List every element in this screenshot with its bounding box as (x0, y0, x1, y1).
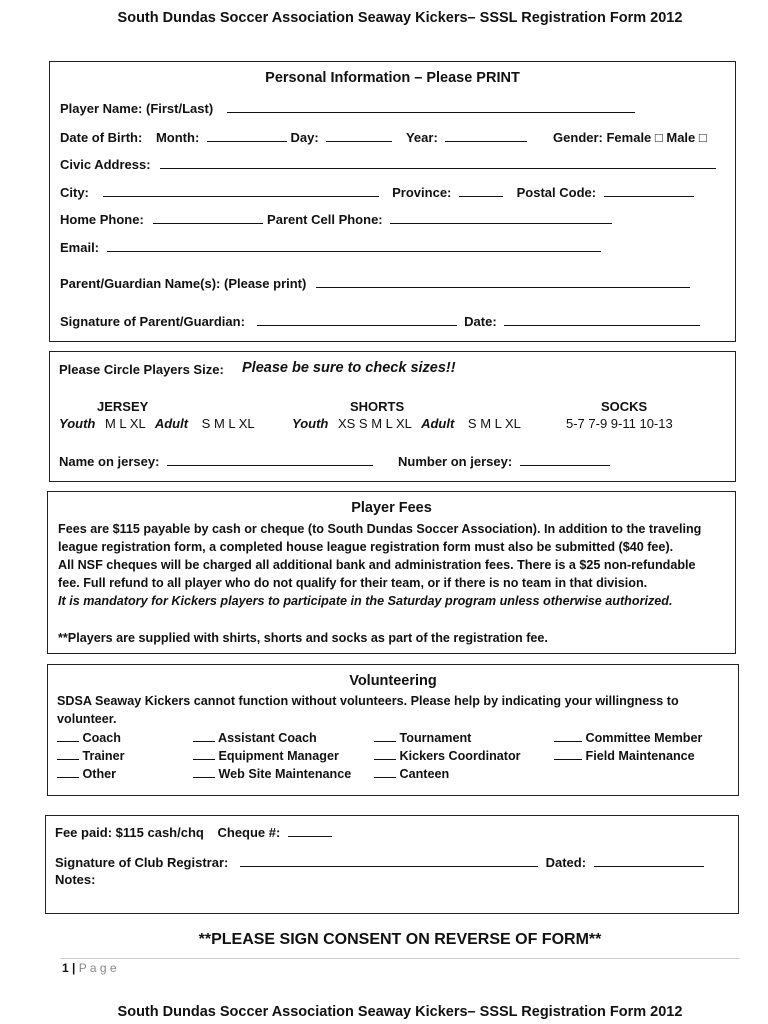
volunteer-text-line2: volunteer. (57, 712, 117, 726)
postal-code-field[interactable] (604, 184, 694, 197)
parent-cell-label: Parent Cell Phone: (267, 212, 383, 227)
volunteer-option-web-site-maintenance[interactable]: Web Site Maintenance (193, 765, 351, 783)
socks-sizes[interactable]: 5-7 7-9 9-11 10-13 (566, 416, 673, 431)
dob-day-label: Day: (290, 130, 319, 145)
guardian-signature-field[interactable] (257, 313, 457, 326)
dob-month-field[interactable] (207, 129, 287, 142)
fees-text-line5: It is mandatory for Kickers players to participate in the Saturday program unless otherwise authorized. (58, 594, 673, 608)
city-label: City: (60, 185, 89, 200)
cheque-number-label: Cheque #: (217, 825, 281, 840)
province-field[interactable] (459, 184, 503, 197)
jersey-heading: JERSEY (97, 399, 149, 414)
registrar-signature-label: Signature of Club Registrar: (55, 855, 229, 870)
name-on-jersey-field[interactable] (167, 453, 373, 466)
registrar-section (45, 815, 739, 914)
number-on-jersey-field[interactable] (520, 453, 610, 466)
guardian-signature-label: Signature of Parent/Guardian: (60, 314, 245, 329)
volunteer-option-trainer[interactable]: Trainer (57, 747, 125, 765)
home-phone-field[interactable] (153, 211, 263, 224)
sizes-section (49, 351, 736, 482)
dob-label: Date of Birth: (60, 130, 143, 145)
guardian-name-label: Parent/Guardian Name(s): (Please print) (60, 276, 307, 291)
form-title: South Dundas Soccer Association Seaway Kickers– SSSL Registration Form 2012 (117, 10, 683, 26)
volunteer-option-kickers-coordinator[interactable]: Kickers Coordinator (374, 747, 521, 765)
dob-year-label: Year: (405, 130, 438, 145)
guardian-date-field[interactable] (504, 313, 700, 326)
registrar-dated-label: Dated: (545, 855, 587, 870)
civic-address-label: Civic Address: (60, 157, 151, 172)
jersey-adult-label: Adult (154, 416, 189, 431)
socks-heading: SOCKS (601, 399, 648, 414)
player-name-field[interactable] (227, 100, 635, 113)
dob-year-field[interactable] (445, 129, 527, 142)
jersey-youth-sizes[interactable]: M L XL (104, 416, 146, 431)
footer-divider (60, 958, 740, 959)
fee-paid-label: Fee paid: $115 cash/chq (55, 825, 204, 840)
fees-section-title: Player Fees (351, 500, 432, 516)
dob-month-label: Month: (155, 130, 200, 145)
parent-cell-field[interactable] (390, 211, 612, 224)
email-field[interactable] (107, 239, 601, 252)
shorts-heading: SHORTS (350, 399, 405, 414)
volunteer-option-committee-member[interactable]: Committee Member (554, 729, 702, 747)
name-on-jersey-label: Name on jersey: (59, 454, 160, 469)
fees-text-line6: **Players are supplied with shirts, shorts and socks as part of the registration fee. (58, 631, 548, 645)
volunteer-text-line1: SDSA Seaway Kickers cannot function without volunteers. Please help by indicating your willingness to (57, 694, 679, 708)
jersey-adult-sizes[interactable]: S M L XL (201, 416, 255, 431)
volunteer-option-equipment-manager[interactable]: Equipment Manager (193, 747, 339, 765)
civic-address-field[interactable] (160, 156, 716, 169)
volunteer-option-assistant-coach[interactable]: Assistant Coach (193, 729, 317, 747)
shorts-youth-sizes[interactable]: XS S M L XL (337, 416, 412, 431)
player-fees-section (47, 491, 736, 654)
registrar-signature-field[interactable] (240, 854, 538, 867)
volunteer-option-canteen[interactable]: Canteen (374, 765, 449, 783)
email-label: Email: (60, 240, 100, 255)
home-phone-label: Home Phone: (60, 212, 144, 227)
volunteer-option-tournament[interactable]: Tournament (374, 729, 471, 747)
number-on-jersey-label: Number on jersey: (398, 454, 513, 469)
dob-day-field[interactable] (326, 129, 392, 142)
consent-notice: **PLEASE SIGN CONSENT ON REVERSE OF FORM** (198, 931, 602, 948)
volunteer-option-other[interactable]: Other (57, 765, 116, 783)
shorts-adult-sizes[interactable]: S M L XL (467, 416, 521, 431)
guardian-date-label: Date: (464, 314, 497, 329)
volunteer-option-coach[interactable]: Coach (57, 729, 121, 747)
shorts-adult-label: Adult (421, 416, 455, 431)
shorts-youth-label: Youth (292, 416, 329, 431)
postal-code-label: Postal Code: (516, 185, 597, 200)
fees-text-line3: All NSF cheques will be charged all additional bank and administration fees. There is a $25 non-refundable (58, 558, 696, 572)
page-word: P a g e (78, 961, 117, 975)
check-sizes-note: Please be sure to check sizes!! (242, 360, 456, 376)
province-label: Province: (392, 185, 452, 200)
cheque-number-field[interactable] (288, 824, 332, 837)
registrar-dated-field[interactable] (594, 854, 704, 867)
volunteer-option-field-maintenance[interactable]: Field Maintenance (554, 747, 695, 765)
personal-information-section (49, 61, 736, 342)
page-number: 1 (62, 961, 69, 975)
form-title-bottom: South Dundas Soccer Association Seaway Kickers– SSSL Registration Form 2012 (117, 1004, 683, 1020)
volunteer-section-title: Volunteering (349, 673, 437, 689)
volunteering-section (47, 664, 739, 796)
player-name-label: Player Name: (First/Last) (60, 101, 214, 116)
notes-label: Notes: (55, 872, 96, 887)
city-field[interactable] (103, 184, 379, 197)
circle-size-label: Please Circle Players Size: (59, 362, 224, 377)
jersey-youth-label: Youth (59, 416, 96, 431)
fees-text-line1: Fees are $115 payable by cash or cheque (to South Dundas Soccer Association). In addition to the traveling (58, 522, 702, 536)
fees-text-line4: fee. Full refund to all player who do not qualify for their team, or if there is no team in that division. (58, 576, 648, 590)
personal-section-title: Personal Information – Please PRINT (265, 70, 520, 86)
page-footer: 1 | P a g e (62, 961, 117, 975)
fees-text-line2: league registration form, a completed house league registration form must also be submitted ($40 fee). (58, 540, 674, 554)
gender-checkboxes[interactable]: Gender: Female □ Male □ (553, 130, 707, 145)
guardian-name-field[interactable] (316, 275, 690, 288)
